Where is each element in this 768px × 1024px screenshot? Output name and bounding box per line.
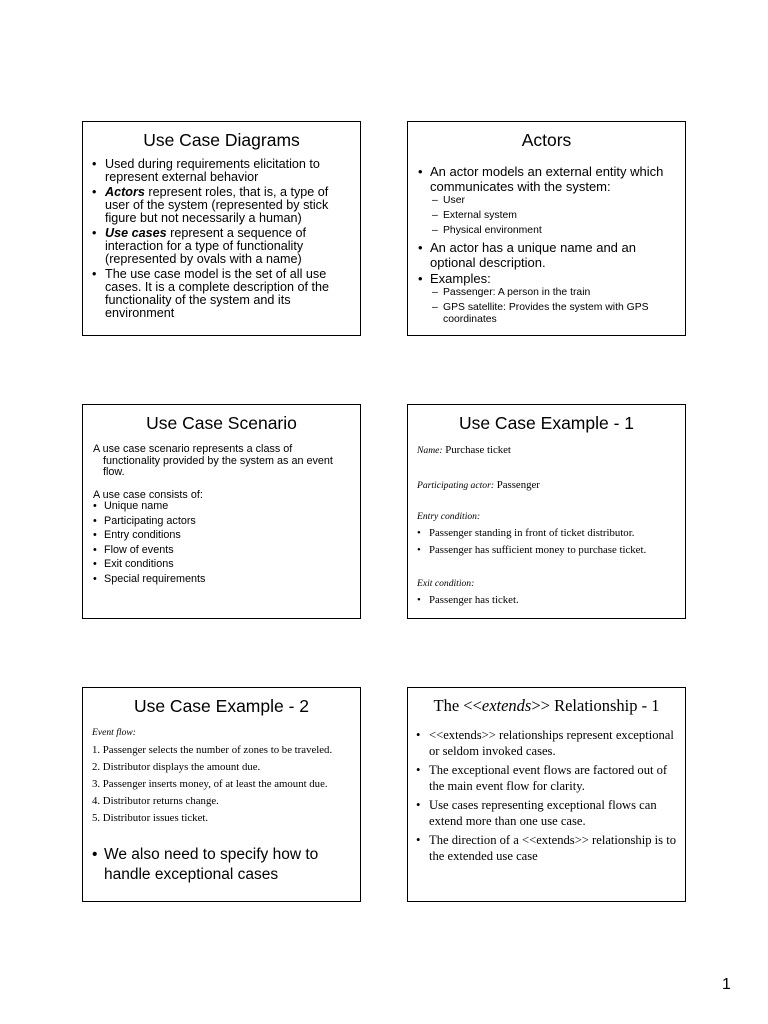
step-list	[92, 742, 360, 827]
slide-use-case-scenario	[82, 404, 361, 619]
bullet-list	[429, 727, 685, 864]
list-item: 4. Distributor returns change.	[92, 795, 219, 807]
list-item: • Participating actors	[104, 516, 354, 528]
exception-note: • We also need to specify how to handle exceptional cases	[104, 845, 360, 885]
slide-body	[93, 444, 360, 585]
sub-list	[432, 195, 685, 237]
field-value: Purchase ticket	[442, 444, 511, 456]
bullet-item: • Used during requirements elicitation to represent external behavior	[105, 158, 360, 184]
slide-use-case-diagrams	[82, 121, 361, 336]
title-part: The <<	[433, 696, 482, 715]
sub-item: – GPS satellite: Provides the system with GPS coordinates	[432, 302, 685, 326]
actor-line	[417, 478, 685, 493]
title-part: >> Relationship - 1	[531, 696, 660, 715]
bullet-text: represent roles, that is, a type of user of the system (represented by stick figure but not necessarily a human)	[105, 185, 329, 225]
slide-extends-relationship-1	[407, 687, 686, 902]
bullet-item	[105, 227, 360, 266]
list-item: • Flow of events	[104, 545, 354, 557]
list-item: • Unique name	[104, 501, 354, 513]
list-item: • Exit conditions	[104, 559, 354, 571]
sub-item: – Physical environment	[432, 225, 685, 237]
list-item: 3. Passenger inserts money, of at least the amount due.	[92, 778, 328, 790]
title-emphasis: extends	[481, 696, 532, 715]
emphasis-text: Actors	[105, 185, 145, 199]
slide-use-case-example-2	[82, 687, 361, 902]
list-item: • Passenger standing in front of ticket distributor.	[429, 525, 685, 542]
bullet-list	[429, 525, 685, 559]
field-value: Passenger	[494, 479, 540, 491]
bullet-text: An actor models an external entity which communicates with the system:	[430, 164, 664, 194]
bullet-list	[105, 158, 360, 320]
slide-title	[408, 695, 685, 717]
field-label: Event flow:	[92, 727, 136, 738]
text-line: functionality provided by the system as an event	[103, 454, 333, 467]
emphasis-text: Use cases	[105, 226, 167, 240]
bullet-list	[104, 501, 354, 585]
bullet-item	[105, 186, 360, 225]
bullet-item: • The exceptional event flows are factored out of the main event flow for clarity.	[429, 762, 685, 794]
field-label: Name:	[417, 445, 443, 456]
name-line	[417, 443, 685, 458]
bullet-item: • The direction of a <<extends>> relationship is to the extended use case	[429, 832, 685, 864]
slide-use-case-example-1	[407, 404, 686, 619]
scenario-description	[93, 444, 354, 479]
sub-item: – User	[432, 195, 685, 207]
text-line: flow.	[103, 466, 125, 478]
sub-item: – External system	[432, 210, 685, 222]
bullet-item: • The use case model is the set of all use cases. It is a complete description of the functionality of the system and its environment	[105, 268, 360, 320]
bullet-item	[430, 271, 685, 326]
bullet-item: • An actor has a unique name and an optional description.	[430, 240, 685, 270]
field-label: Participating actor:	[417, 480, 495, 491]
bullet-item: • <<extends>> relationships represent exceptional or seldom invoked cases.	[429, 727, 685, 759]
bullet-text: represent a sequence of interaction for a type of functionality (represented by ovals with a name)	[105, 226, 306, 266]
bullet-text: Examples:	[430, 271, 491, 286]
list-item: 1. Passenger selects the number of zones to be traveled.	[92, 744, 333, 756]
list-item: • Special requirements	[104, 574, 354, 586]
list-item: • Passenger has ticket.	[429, 592, 685, 609]
consists-heading: A use case consists of:	[93, 488, 203, 501]
list-item: • Entry conditions	[104, 530, 354, 542]
slide-title: Use Case Diagrams	[143, 130, 300, 150]
sub-item: – Passenger: A person in the train	[432, 287, 685, 299]
bullet-list	[430, 164, 685, 326]
list-item: 5. Distributor issues ticket.	[92, 812, 209, 824]
text-line: A use case scenario represents a class of	[93, 443, 293, 455]
list-item: • Passenger has sufficient money to purchase ticket.	[429, 542, 685, 559]
bullet-list	[429, 592, 685, 609]
list-item: 2. Distributor displays the amount due.	[92, 761, 261, 773]
field-label: Entry condition:	[417, 511, 481, 522]
sub-list	[432, 287, 685, 326]
slide-body	[92, 726, 360, 885]
bullet-item	[430, 164, 685, 237]
bullet-item: • Use cases representing exceptional flows can extend more than one use case.	[429, 797, 685, 829]
slide-actors	[407, 121, 686, 336]
slide-body	[417, 443, 685, 609]
page-number: 1	[722, 976, 731, 993]
slide-title: Use Case Scenario	[146, 413, 297, 433]
slide-title: Actors	[521, 130, 572, 150]
field-label: Exit condition:	[417, 578, 475, 589]
slide-title: Use Case Example - 2	[133, 696, 310, 716]
slide-title: Use Case Example - 1	[458, 413, 635, 433]
